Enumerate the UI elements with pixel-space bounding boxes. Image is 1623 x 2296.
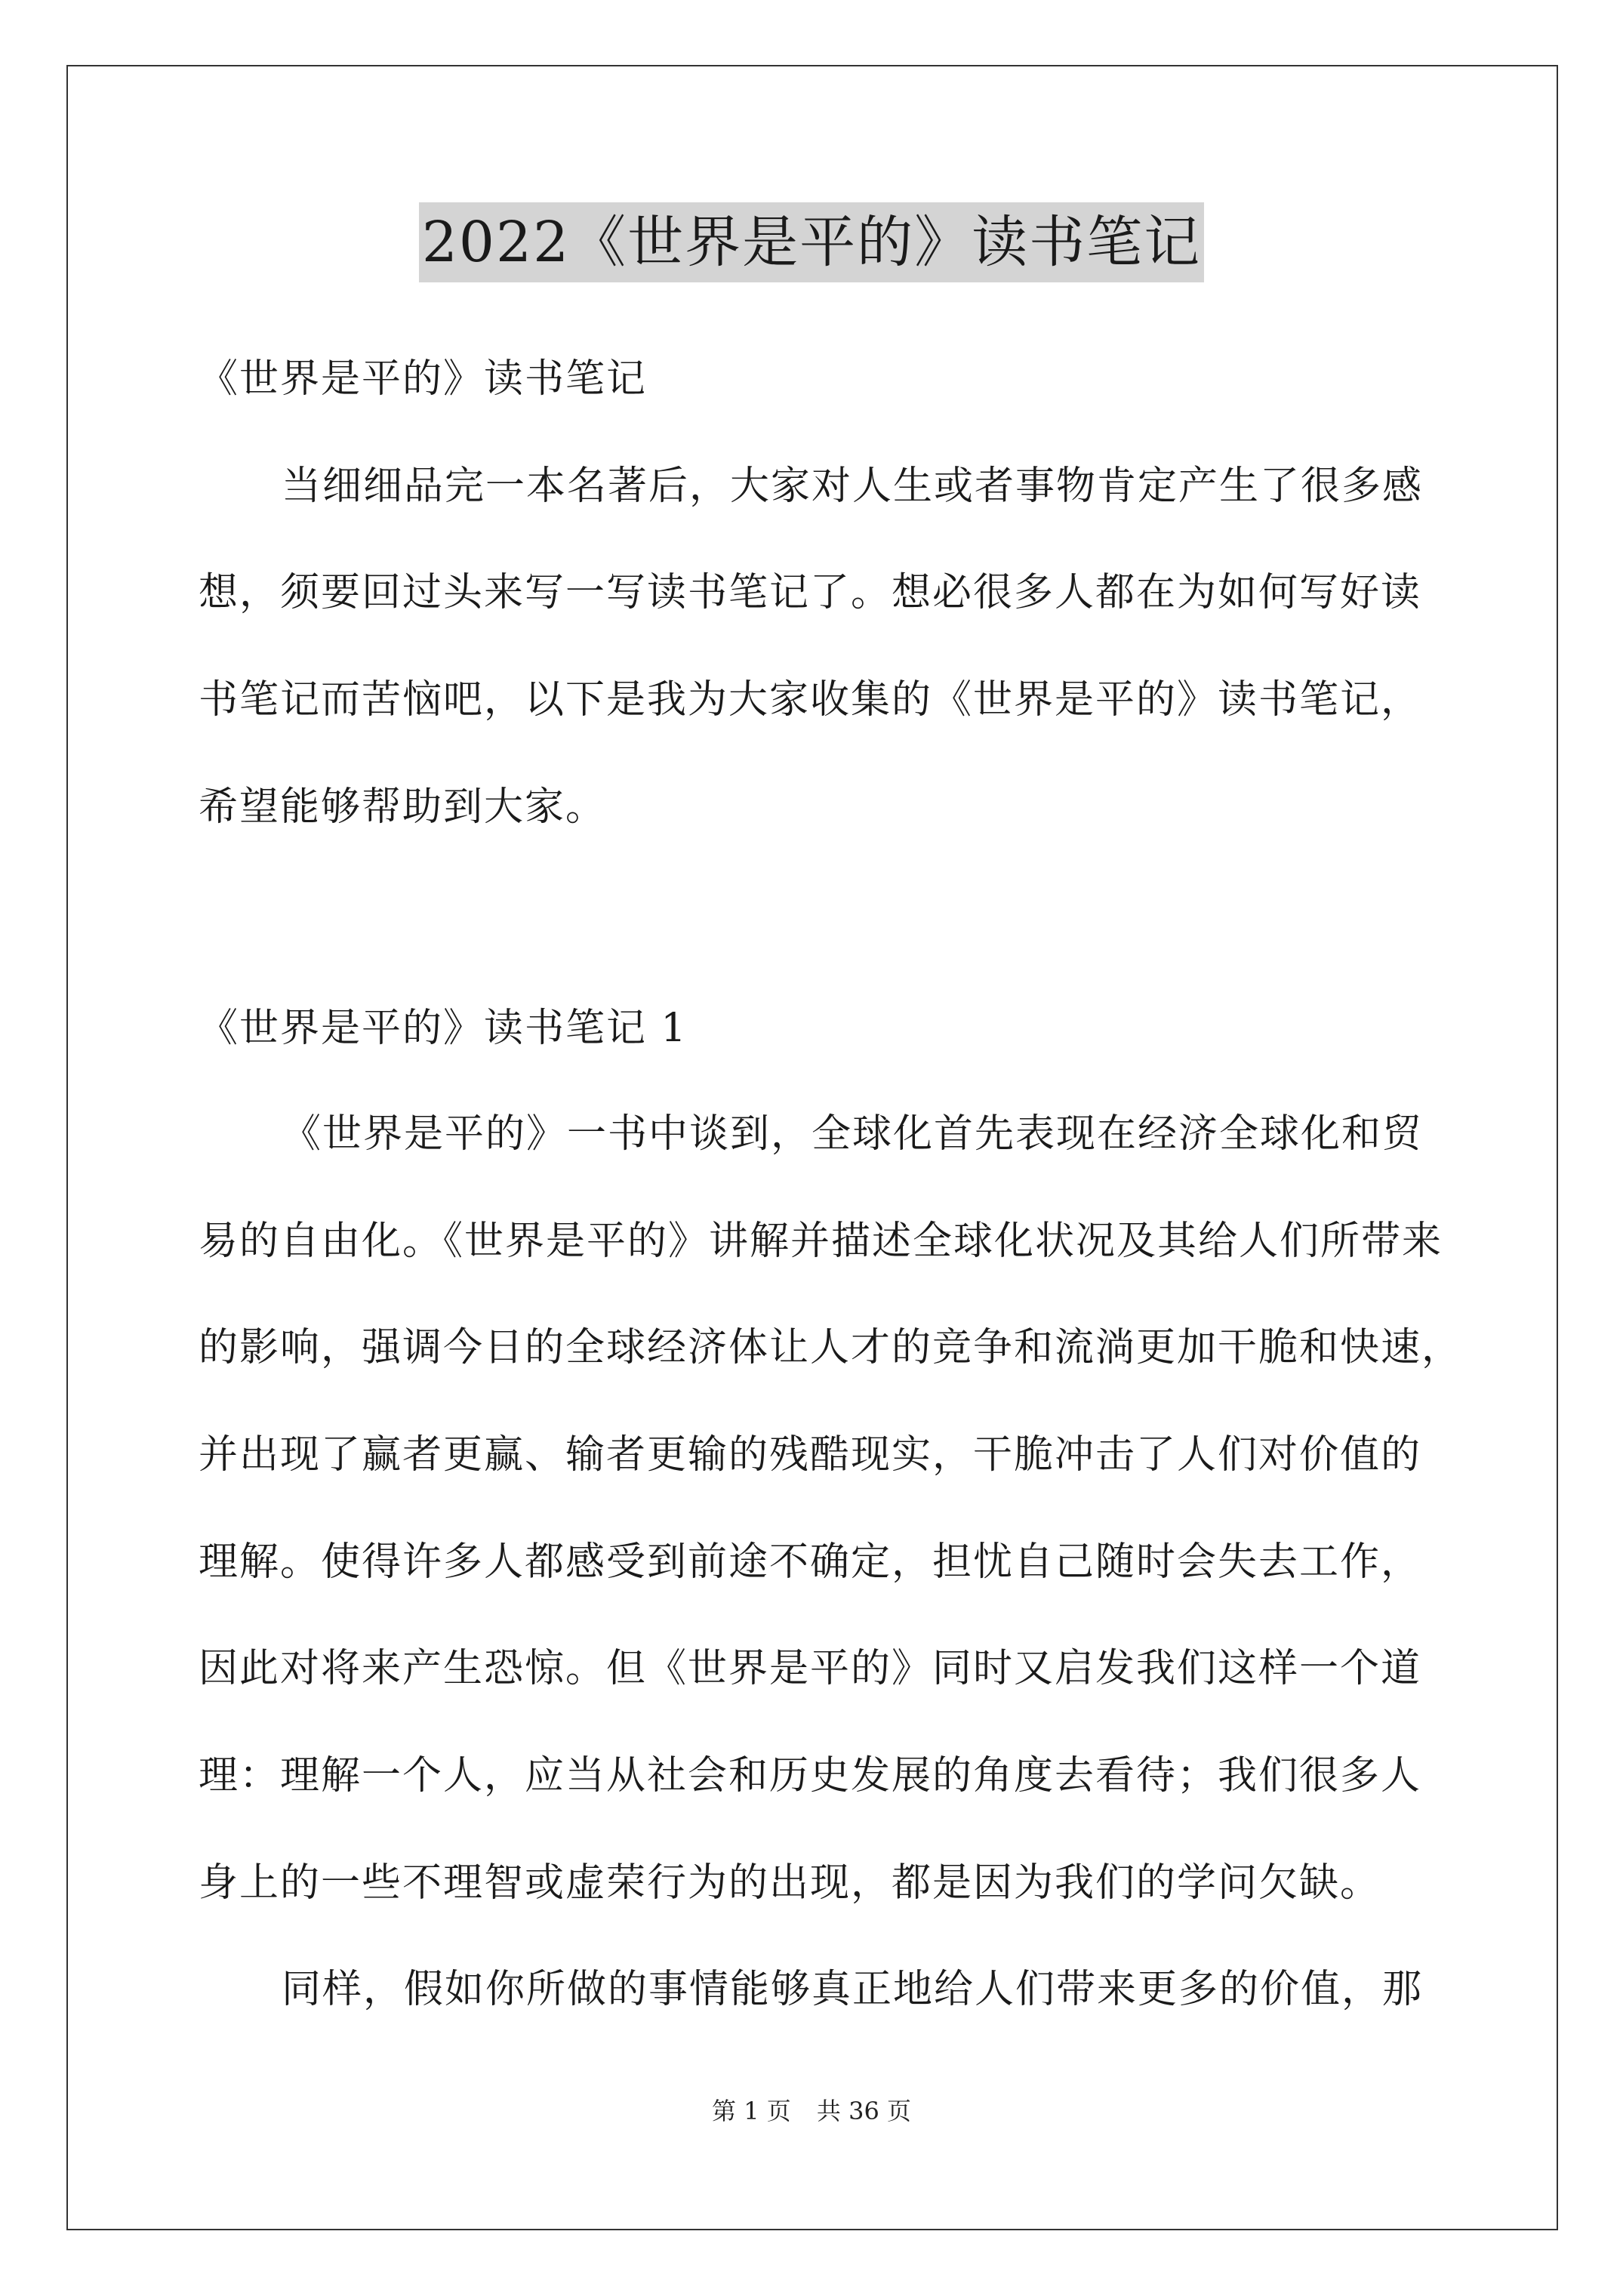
- page-footer: [0, 2096, 1623, 2126]
- paragraph-line: 易的自由化。《世界是平的》讲解并描述全球化状况及其给人们所带来: [199, 1219, 1443, 1264]
- page-total: 共 36 页: [816, 2097, 911, 2125]
- page-number: 第 1 页: [712, 2097, 791, 2125]
- paragraph-line: 理解。使得许多人都感受到前途不确定，担忧自己随时会失去工作，: [199, 1539, 1422, 1585]
- paragraph-line: 想，须要回过头来写一写读书笔记了。想必很多人都在为如何写好读: [199, 570, 1422, 615]
- paragraph-line: 理：理解一个人，应当从社会和历史发展的角度去看待；我们很多人: [199, 1753, 1422, 1798]
- intro-heading: 《世界是平的》读书笔记: [199, 356, 648, 402]
- paragraph-line: 希望能够帮助到大家。: [199, 784, 607, 830]
- title-container: [0, 202, 1623, 282]
- section-heading: 《世界是平的》读书笔记 1: [199, 1006, 688, 1051]
- paragraph-line: 同样，假如你所做的事情能够真正地给人们带来更多的价值，那: [282, 1967, 1424, 2012]
- paragraph-line: 因此对将来产生恐惊。但《世界是平的》同时又启发我们这样一个道: [199, 1646, 1422, 1691]
- paragraph-line: 书笔记而苦恼吧，以下是我为大家收集的《世界是平的》读书笔记，: [199, 677, 1422, 723]
- paragraph-line: 的影响，强调今日的全球经济体让人才的竞争和流淌更加干脆和快速，: [199, 1325, 1463, 1370]
- paragraph-line: 身上的一些不理智或虚荣行为的出现，都是因为我们的学问欠缺。: [199, 1860, 1381, 1906]
- paragraph-line: 并出现了赢者更赢、输者更输的残酷现实，干脆冲击了人们对价值的: [199, 1432, 1422, 1478]
- document-title: 2022《世界是平的》读书笔记: [419, 202, 1204, 282]
- paragraph-line: 《世界是平的》一书中谈到，全球化首先表现在经济全球化和贸: [282, 1111, 1424, 1157]
- paragraph-line: 当细细品完一本名著后，大家对人生或者事物肯定产生了很多感: [282, 464, 1424, 509]
